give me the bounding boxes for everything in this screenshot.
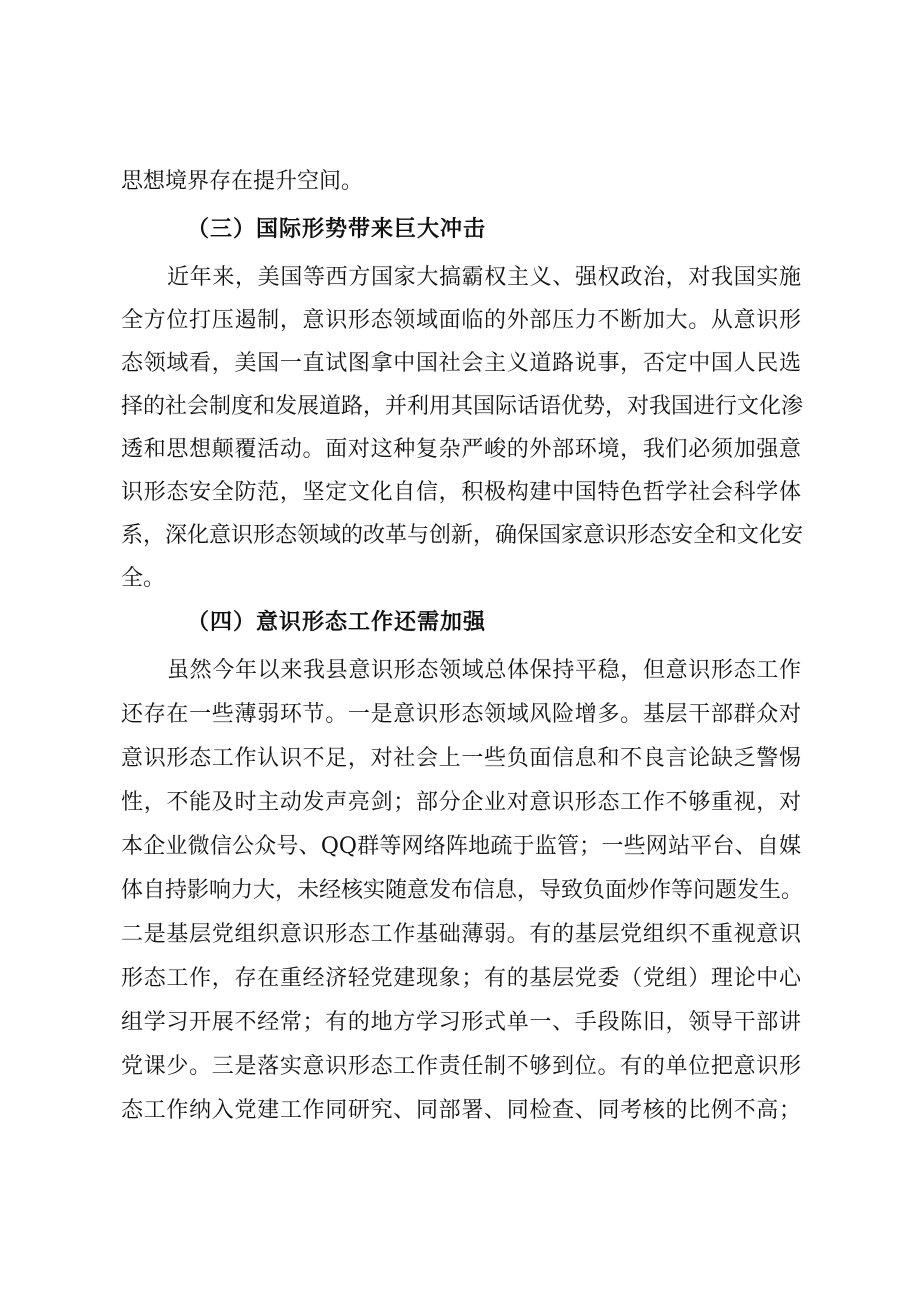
paragraph-line: 全方位打压遏制，意识形态领域面临的外部压力不断加大。从意识形 (121, 308, 801, 333)
paragraph-line: 意识形态工作认识不足，对社会上一些负面信息和不良言论缺乏警惕 (121, 746, 801, 771)
paragraph-line: 还存在一些薄弱环节。一是意识形态领域风险增多。基层干部群众对 (121, 702, 801, 727)
paragraph-line: 虽然今年以来我县意识形态领域总体保持平稳，但意识形态工作 (167, 658, 801, 683)
paragraph-line: 本企业微信公众号、QQ群等网络阵地疏于监管；一些网站平台、自媒 (121, 834, 801, 859)
paragraph-line: 党课少。三是落实意识形态工作责任制不够到位。有的单位把意识形 (121, 1054, 801, 1079)
paragraph-line: 全。 (121, 566, 166, 591)
paragraph-line: 组学习开展不经常；有的地方学习形式单一、手段陈旧，领导干部讲 (121, 1010, 801, 1035)
paragraph-line: 性，不能及时主动发声亮剑；部分企业对意识形态工作不够重视，对 (121, 790, 801, 815)
paragraph-line: 近年来，美国等西方国家大搞霸权主义、强权政治，对我国实施 (167, 265, 801, 290)
paragraph-line: 择的社会制度和发展道路，并利用其国际话语优势，对我国进行文化渗 (121, 394, 804, 419)
section-heading: （四）意识形态工作还需加强 (187, 609, 487, 635)
paragraph-line: 思想境界存在提升空间。 (121, 169, 364, 194)
paragraph-line: 识形态安全防范，坚定文化自信，积极构建中国特色哲学社会科学体 (121, 480, 801, 505)
paragraph-line: 态领域看，美国一直试图拿中国社会主义道路说事，否定中国人民选 (121, 351, 801, 376)
paragraph-line: 系，深化意识形态领域的改革与创新，确保国家意识形态安全和文化安 (121, 523, 804, 548)
paragraph-line: 透和思想颠覆活动。面对这种复杂严峻的外部环境，我们必须加强意 (121, 437, 801, 462)
section-heading: （三）国际形势带来巨大冲击 (187, 216, 487, 242)
paragraph-line: 态工作纳入党建工作同研究、同部署、同检查、同考核的比例不高； (121, 1098, 801, 1123)
paragraph-line: 体自持影响力大，未经核实随意发布信息，导致负面炒作等问题发生。 (121, 878, 804, 903)
paragraph-line: 二是基层党组织意识形态工作基础薄弱。有的基层党组织不重视意识 (121, 922, 801, 947)
paragraph-line: 形态工作，存在重经济轻党建现象；有的基层党委（党组）理论中心 (121, 966, 801, 991)
